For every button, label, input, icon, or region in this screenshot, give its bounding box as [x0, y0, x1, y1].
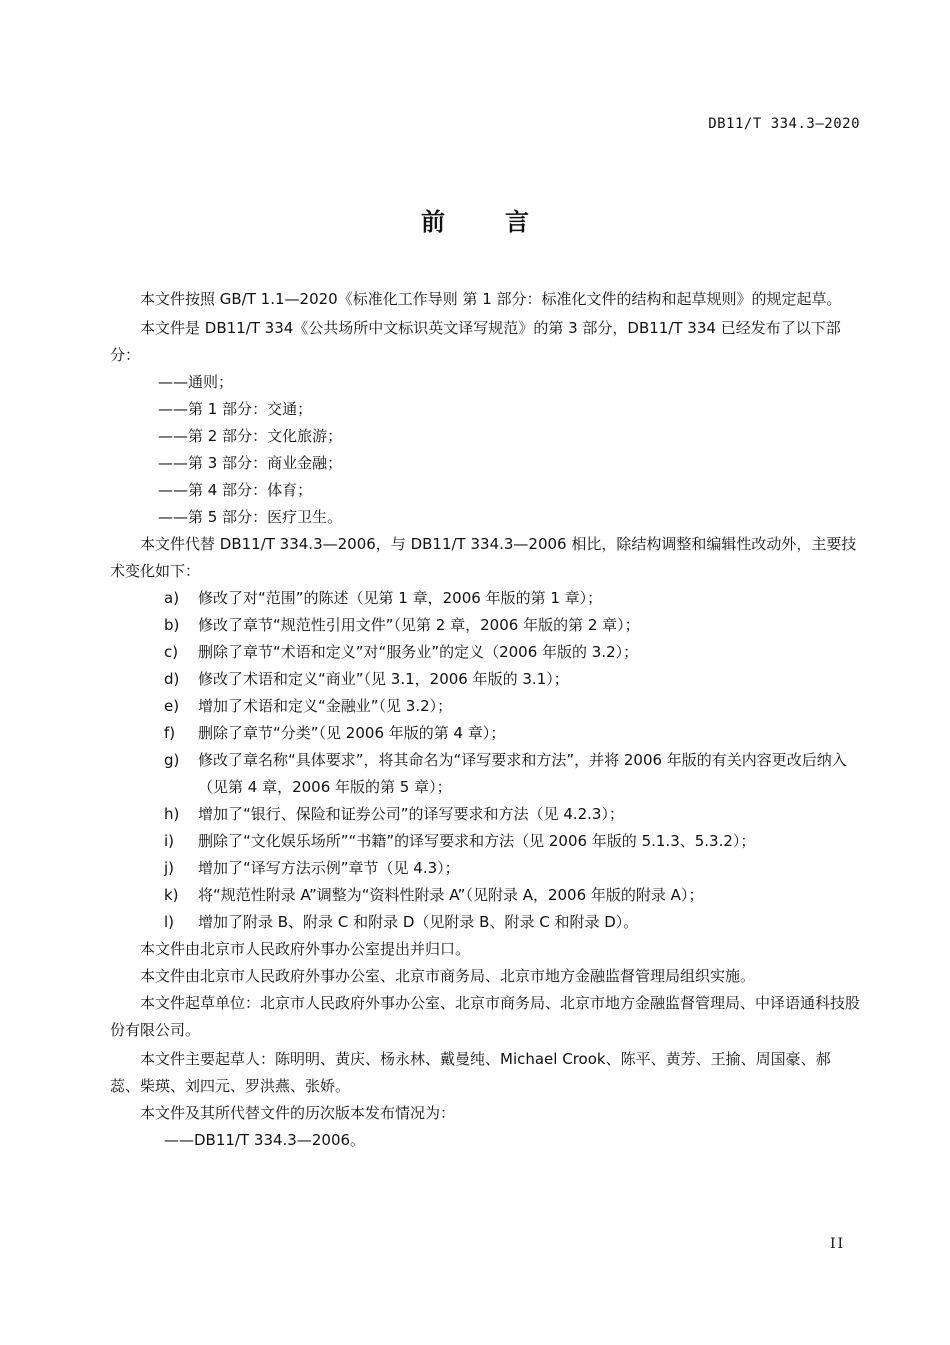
- history-item: ——DB11/T 334.3—2006。: [164, 1131, 366, 1149]
- part-list-item: ——第 2 部分：文化旅游；: [158, 427, 343, 445]
- paragraph-drafters: 本文件主要起草人：陈明明、黄庆、杨永林、戴曼纯、Michael Crook、陈平、黄芳、王揄、周国豪、郝蕊、柴瑛、刘四元、罗洪燕、张娇。: [110, 1050, 831, 1095]
- change-text: 修改了术语和定义“商业”（见 3.1，2006 年版的 3.1）；: [198, 670, 569, 688]
- change-text: 修改了章节“规范性引用文件”（见第 2 章，2006 年版的第 2 章）；: [198, 616, 640, 634]
- paragraph-replacement: 本文件代替 DB11/T 334.3—2006，与 DB11/T 334.3—2006 相比，除结构调整和编辑性改动外，主要技术变化如下：: [110, 535, 857, 580]
- change-item: [110, 585, 860, 612]
- change-label: h): [164, 805, 180, 823]
- paragraph-series: 本文件是 DB11/T 334《公共场所中文标识英文译写规范》的第 3 部分，DB11/T 334 已经发布了以下部分：: [110, 319, 841, 364]
- change-item: [110, 666, 860, 693]
- change-item: [110, 828, 860, 855]
- change-label: c): [164, 643, 179, 661]
- change-text: 将“规范性附录 A”调整为“资料性附录 A”（见附录 A，2006 年版的附录 A）；: [198, 886, 704, 904]
- change-text: 删除了章节“术语和定义”对“服务业”的定义（2006 年版的 3.2）；: [198, 643, 639, 661]
- change-label: g): [164, 751, 180, 769]
- change-label: k): [164, 886, 179, 904]
- change-item: [110, 801, 860, 828]
- paragraph-proposer: 本文件由北京市人民政府外事办公室提出并归口。: [140, 940, 471, 958]
- part-list-item: ——第 3 部分：商业金融；: [158, 454, 343, 472]
- change-label: d): [164, 670, 180, 688]
- change-text: 修改了章名称“具体要求”，将其命名为“译写要求和方法”，并将 2006 年版的有关内容更改后纳入（见第 4 章，2006 年版的第 5 章）；: [198, 751, 847, 796]
- change-label: e): [164, 697, 180, 715]
- change-text: 修改了对“范围”的陈述（见第 1 章，2006 年版的第 1 章）；: [198, 589, 603, 607]
- paragraph-history-intro: 本文件及其所代替文件的历次版本发布情况为：: [140, 1104, 456, 1122]
- change-text: 增加了附录 B、附录 C 和附录 D（见附录 B、附录 C 和附录 D）。: [198, 913, 639, 931]
- change-item: [110, 882, 860, 909]
- part-list-item: ——第 5 部分：医疗卫生。: [158, 508, 343, 526]
- paragraph-implementer: 本文件由北京市人民政府外事办公室、北京市商务局、北京市地方金融监督管理局组织实施。: [140, 967, 756, 985]
- document-code: DB11/T 334.3—2020: [708, 116, 860, 132]
- foreword-body: [110, 286, 860, 1154]
- change-label: f): [164, 724, 176, 742]
- part-list-item: ——第 4 部分：体育；: [158, 481, 313, 499]
- paragraph-basis: 本文件按照 GB/T 1.1—2020《标准化工作导则 第 1 部分：标准化文件的结构和起草规则》的规定起草。: [140, 290, 842, 308]
- paragraph-drafting-units: 本文件起草单位：北京市人民政府外事办公室、北京市商务局、北京市地方金融监督管理局、中译语通科技股份有限公司。: [110, 994, 861, 1039]
- change-item: [110, 720, 860, 747]
- change-item: [110, 855, 860, 882]
- change-label: i): [164, 832, 175, 850]
- page-number: II: [830, 1236, 846, 1252]
- part-list-item: ——第 1 部分：交通；: [158, 400, 313, 418]
- change-text: 增加了“译写方法示例”章节（见 4.3）；: [198, 859, 460, 877]
- part-list-item: ——通则；: [158, 373, 234, 391]
- change-item: [110, 909, 860, 936]
- change-text: 增加了“银行、保险和证券公司”的译写要求和方法（见 4.2.3）；: [198, 805, 624, 823]
- page-title: [0, 202, 950, 237]
- change-item: [110, 639, 860, 666]
- change-label: b): [164, 616, 180, 634]
- change-label: l): [164, 913, 175, 931]
- change-text: 删除了“文化娱乐场所”“书籍”的译写要求和方法（见 2006 年版的 5.1.3、5.3.2）；: [198, 832, 756, 850]
- change-text: 删除了章节“分类”（见 2006 年版的第 4 章）；: [198, 724, 506, 742]
- change-item: [110, 693, 860, 720]
- title-text: 前言: [421, 208, 589, 236]
- change-label: j): [164, 859, 175, 877]
- change-label: a): [164, 589, 180, 607]
- change-item: [110, 612, 860, 639]
- change-item: [110, 747, 860, 801]
- change-text: 增加了术语和定义“金融业”（见 3.2）；: [198, 697, 453, 715]
